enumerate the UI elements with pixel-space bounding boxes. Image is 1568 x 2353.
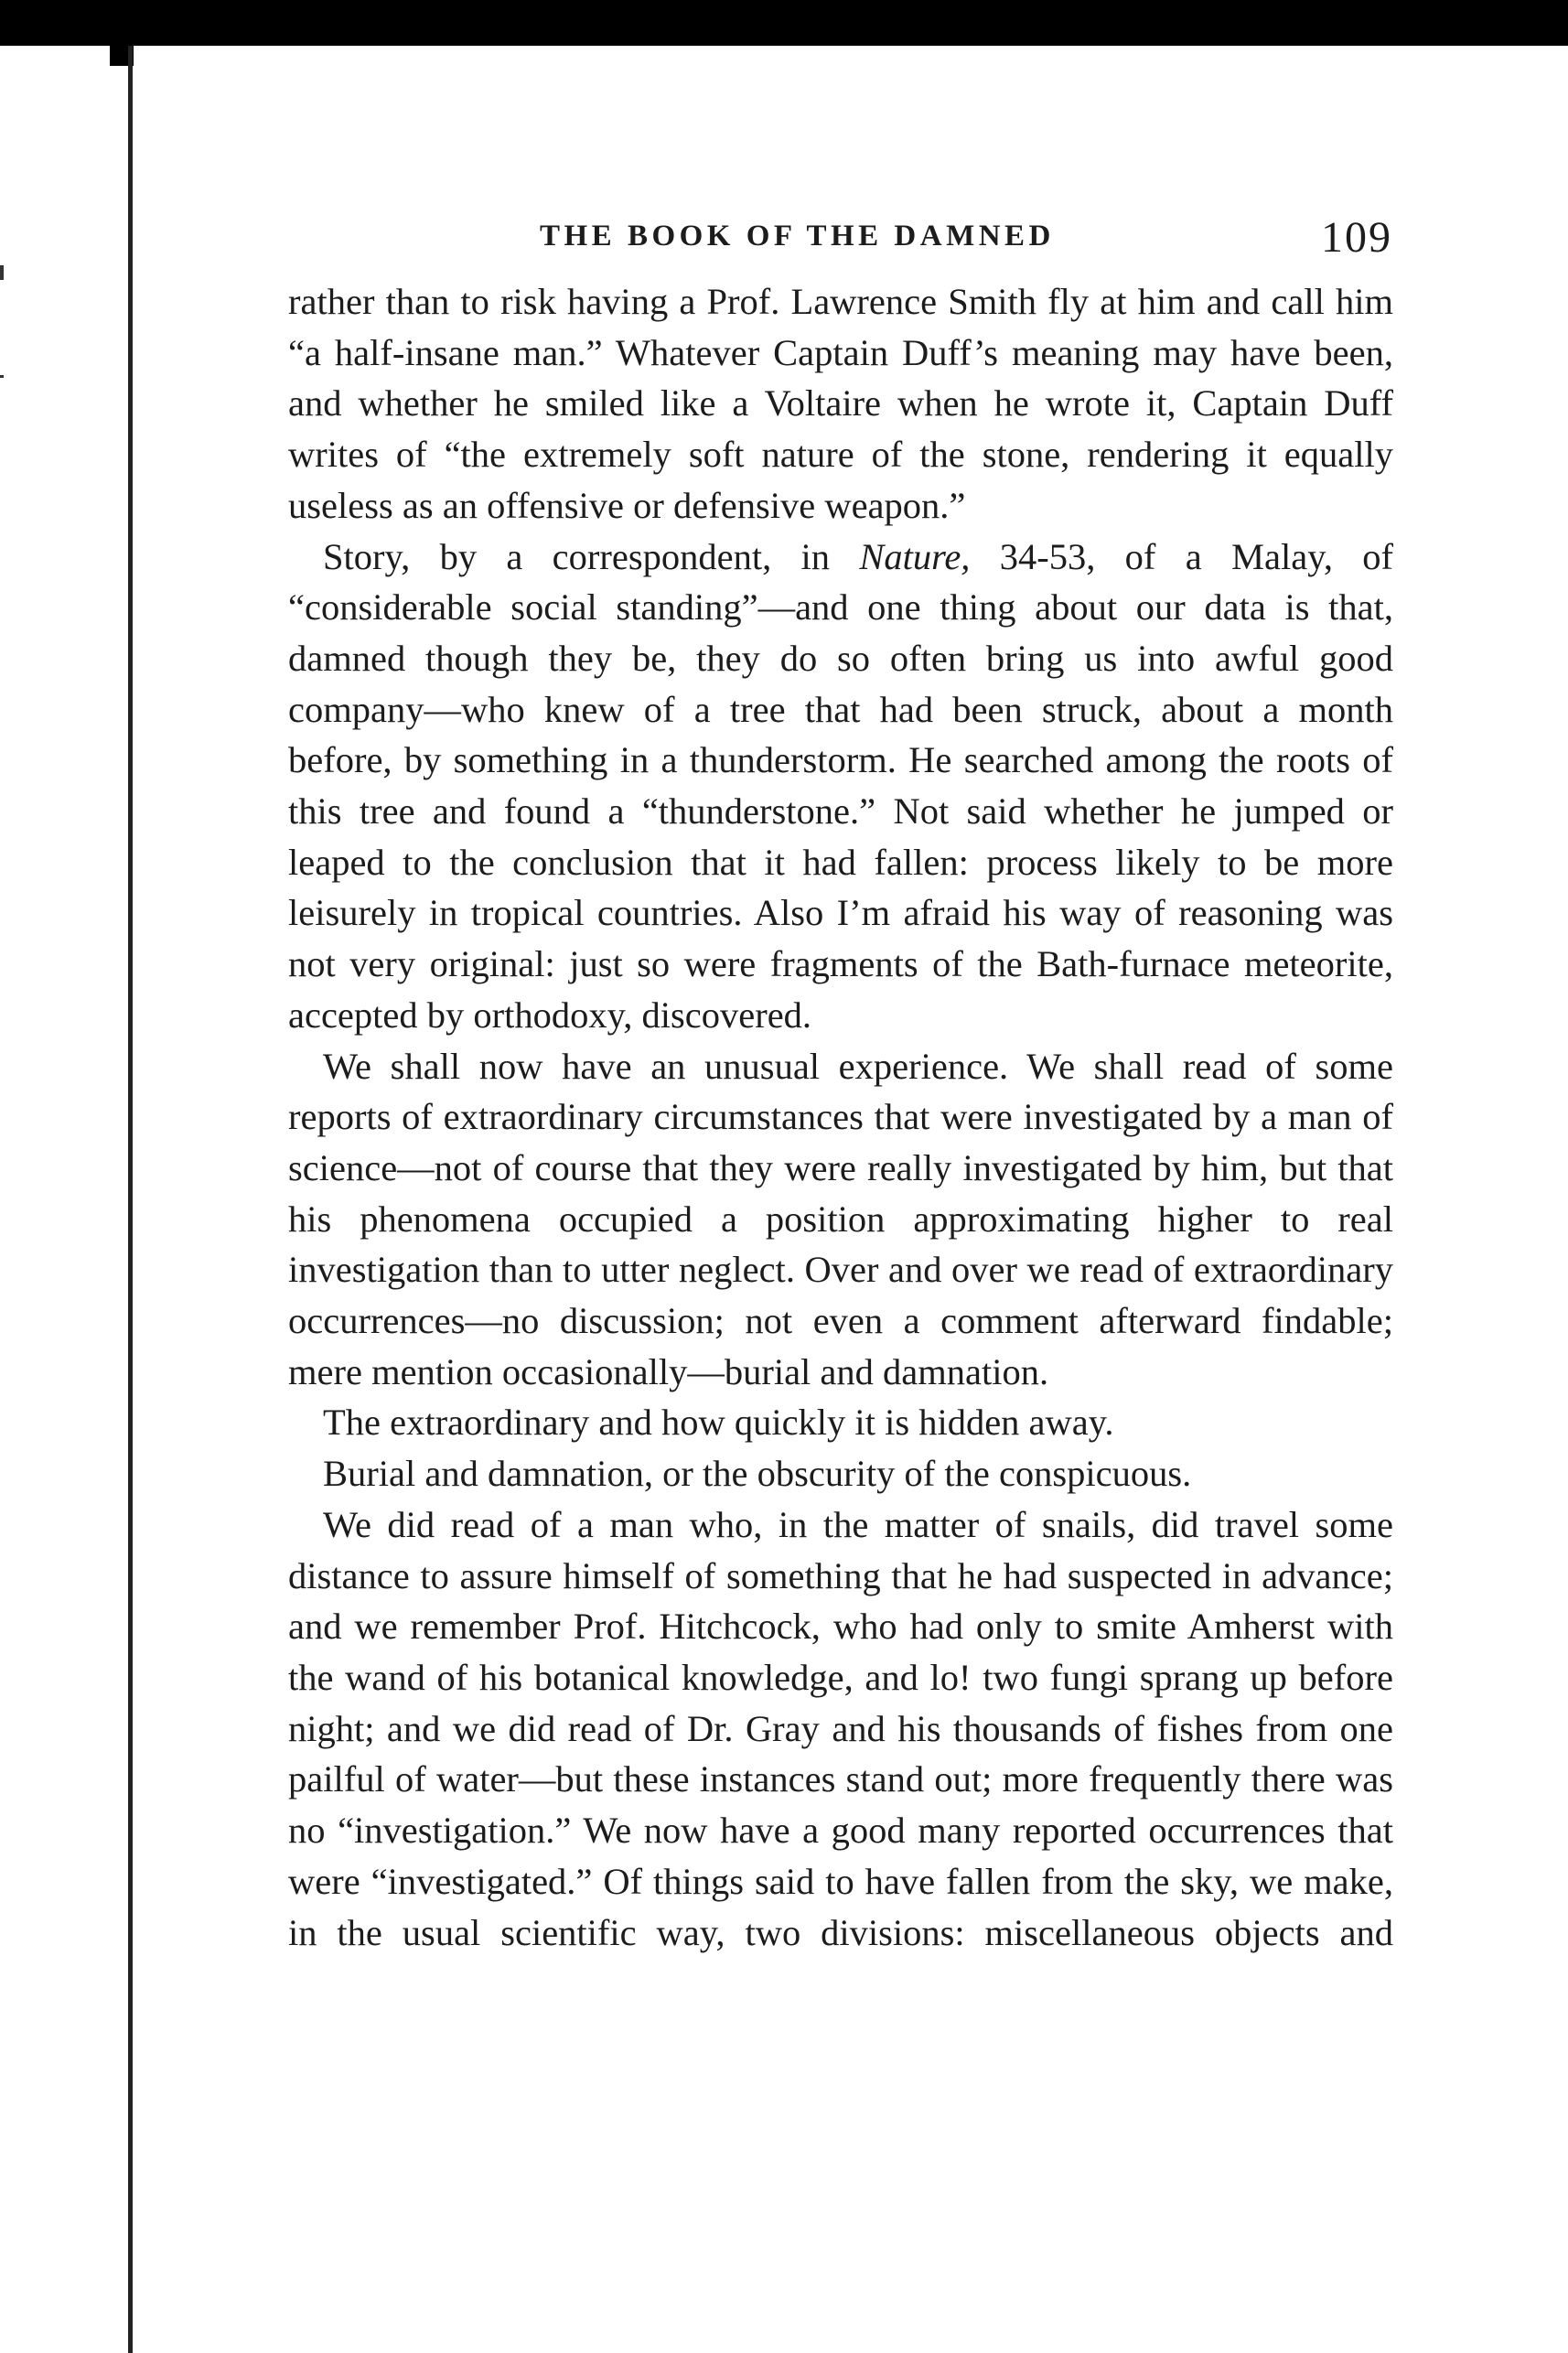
- paragraph: rather than to risk having a Prof. Lawrence Smith fly at him and call him “a half-insane man.” Whatever Captain Duff’s meaning may have been, and whether he smiled like a Voltaire when he wrote it, Captain Duff writes of “the extremely soft nature of the stone, rendering it equally useless as an offensive or defensive weapon.”: [288, 281, 1393, 526]
- page-body: [288, 276, 1393, 1958]
- page-binding-edge: [128, 46, 133, 2353]
- running-head: [284, 212, 1392, 267]
- page-number: 109: [1321, 213, 1392, 262]
- paragraph: [288, 532, 1393, 1041]
- paragraph: We shall now have an unusual experience. We shall read of some reports of extraordinary circumstances that were investigated by a man of science—not of course that they were really investigated by him, but that his phenomena occupied a position approximating higher to real investigation than to utter neglect. Over and over we read of extraordinary occurrences—no discussion; not even a comment afterward findable; mere mention occasionally—burial and damnation.: [288, 1045, 1393, 1392]
- paragraph: We did read of a man who, in the matter of snails, did travel some distance to assure himself of something that he had suspected in advance; and we remember Prof. Hitchcock, who had only to smite Amherst with the wand of his botanical knowledge, and lo! two fungi sprang up before night; and we did read of Dr. Gray and his thousands of fishes from one pailful of water—but these instances stand out; more frequently there was no “investigation.” We now have a good many reported occurrences that were “investigated.” Of things said to have fallen from the sky, we make, in the usual scientific way, two divisions: miscellaneous objects and: [288, 1503, 1393, 1953]
- paragraph: Burial and damnation, or the obscurity of the conspicuous.: [323, 1453, 1192, 1495]
- paragraph: The extraordinary and how quickly it is hidden away.: [323, 1402, 1114, 1444]
- margin-mark: [0, 375, 4, 378]
- journal-title: Nature,: [859, 535, 971, 577]
- running-title: THE BOOK OF THE DAMNED: [540, 220, 1055, 252]
- paragraph-text: Story, by a correspondent, in: [323, 535, 860, 577]
- scan-top-border: [0, 0, 1568, 46]
- margin-mark: [0, 265, 4, 280]
- paragraph-text: 34-53, of a Malay, of “considerable social standing”—and one thing about our data is that, damned though they be, they do so often bring us into awful good company—who knew of a tree that had been struck, about a month before, by something in a thunderstorm. He searched among the roots of this tree and found a “thunderstone.” Not said whether he jumped or leaped to the conclusion that it had fallen: process likely to be more leisurely in tropical countries. Also I’m afraid his way of reasoning was not very original: just so were fragments of the Bath-furnace meteorite, accepted by orthodoxy, discovered.: [288, 535, 1393, 1036]
